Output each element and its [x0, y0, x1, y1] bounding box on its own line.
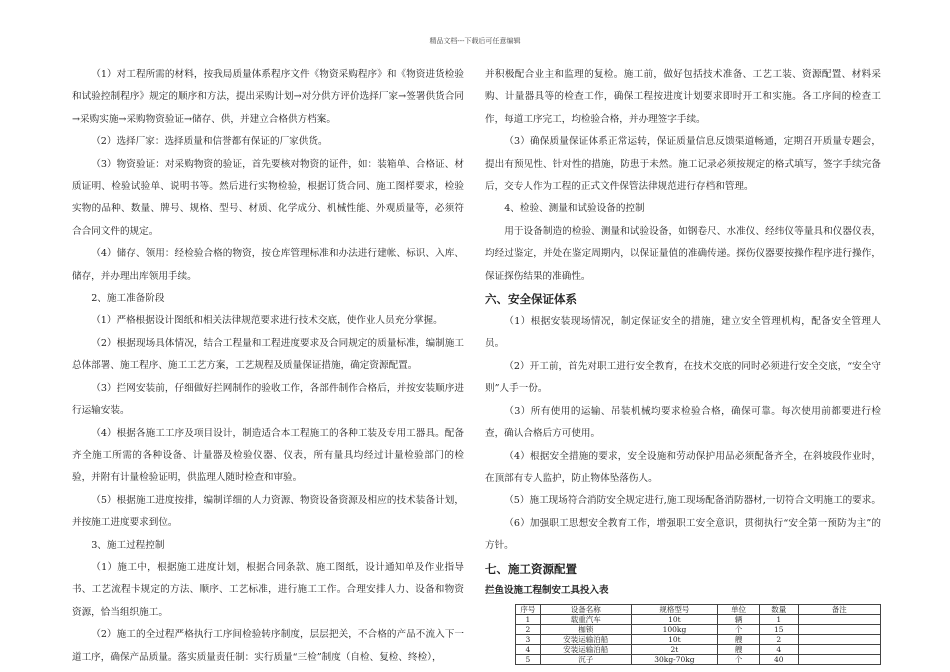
table-header-row [516, 604, 881, 614]
table-cell [798, 634, 880, 644]
table-cell: 100kg [631, 624, 718, 634]
paragraph: （5）施工现场符合消防安全规定进行,施工现场配备消防器材,一切符合文明施工的要求。 [504, 495, 881, 507]
paragraph: （3）确保质量保证体系正常运转，保证质量信息反馈渠道畅通，定期召开质量专题会，提出有预见性、针对性的措施，防患于未然。施工记录必须按规定的格式填写，签字手续完备后，交专人作为工程的正式文件保管法律规范进行存档和管理。 [485, 136, 881, 193]
section-heading: 七、施工资源配置 [485, 561, 577, 576]
table-cell: 1 [516, 614, 541, 624]
paragraph: （2）根据现场具体情况，结合工程量和工程进度要求及合同规定的质量标准，编制施工总体部署、施工程序、施工工艺方案，工艺规程及质量保证措施，确定资源配置。 [72, 337, 464, 372]
tools-table [515, 604, 881, 665]
paragraph: 用于设备制造的检验、测量和试验设备，如钢卷尺、水准仪、经纬仪等量具和仪器仪表，均经过鉴定，并处在鉴定周期内，以保证量值的准确传递。探伤仪器要按操作程序进行操作，保证探伤结果的准确性。 [485, 225, 881, 282]
table-cell: 30kg-70kg [631, 654, 718, 664]
paragraph: 2、施工准备阶段 [91, 293, 165, 305]
paragraph: （2）开工前，首先对职工进行安全教育，在技术交底的同时必须进行安全交底，“安全守则”人手一份。 [485, 360, 881, 395]
table-cell: 1 [759, 614, 798, 624]
paragraph: （4）根据安全措施的要求，安全设施和劳动保护用品必须配备齐全，在斜坡段作业时，在顶部有专人监护，防止物体坠落伤人。 [485, 450, 881, 484]
paragraph: （3）拦网安装前，仔细做好拦网制作的验收工作，各部件制作合格后，并按安装顺序进行运输安装。 [72, 382, 464, 417]
table-row [516, 654, 881, 664]
paragraph: （2）选择厂家：选择质量和信誉都有保证的厂家供货。 [91, 136, 328, 148]
paragraph: 并积极配合业主和监理的复检。施工前，做好包括技术准备、工艺工装、资源配置、材料采购、计量器具等的检查工作，确保工程按进度计划要求即时开工和实施。各工序间的检查工作，每道工序完工，均检验合格，并办理签字手续。 [485, 69, 881, 125]
table-cell: 10t [631, 614, 718, 624]
right-column [485, 64, 881, 665]
table-row [516, 624, 881, 634]
table-cell: 40 [759, 654, 798, 664]
table-cell: 4 [759, 644, 798, 654]
table-cell [798, 654, 880, 664]
paragraph: （1）严格根据设计图纸和相关法律规范要求进行技术交底，使作业人员充分掌握。 [91, 315, 443, 327]
paragraph: （3）物资验证：对采购物资的验证，首先要核对物资的证件，如：装箱单、合格证、材质证明、检验试验单、说明书等。然后进行实物检验，根据订货合同、施工图样要求，检验实物的品种、数量、牌号、规格、型号、材质、化学成分、机械性能、外观质量等，必须符合合同文件的规定。 [72, 158, 464, 237]
paragraph: （3）所有使用的运输、吊装机械均要求检验合格，确保可靠。每次使用前都要进行检查，确认合格后方可使用。 [485, 405, 881, 440]
table-cell: 个 [718, 654, 760, 664]
paragraph: （4）储存、领用：经检验合格的物资，按仓库管理标准和办法进行建帐、标识、入库、储存，并办理出库领用手续。 [72, 248, 464, 282]
table-cell: 15 [759, 624, 798, 634]
left-column [72, 64, 464, 669]
column-header: 设备名称 [540, 604, 631, 614]
table-cell: 个 [718, 624, 760, 634]
paragraph: （5）根据施工进度按排，编制详细的人力资源、物资设备资源及相应的技术装备计划，并按施工进度要求到位。 [72, 494, 464, 529]
page-header: 精品文档---下载后可任意编辑 [429, 37, 521, 45]
table-row [516, 644, 881, 654]
table-cell: 3 [516, 634, 541, 644]
table-cell: 枷锁 [540, 624, 631, 634]
table-cell [798, 624, 880, 634]
table-cell: 10t [631, 634, 718, 644]
table-row [516, 614, 881, 624]
paragraph: （1）施工中，根据施工进度计划，根据合同条款、施工图纸，设计通知单及作业指导书、工艺流程卡规定的方法、顺序、工艺标准，进行施工工作。合理安排人力、设备和物资资源，恰当组织施工。 [72, 561, 464, 618]
table-title: 拦鱼设施工程制安工具投入表 [485, 584, 609, 596]
table-cell: 2 [759, 634, 798, 644]
paragraph: 4、检验、测量和试验设备的控制 [504, 203, 645, 215]
section-heading: 六、安全保证体系 [485, 292, 577, 307]
table-cell: 艘 [718, 644, 760, 654]
table-cell: 5 [516, 654, 541, 664]
table-cell: 2 [516, 624, 541, 634]
table-cell: 安装运输泊船 [540, 634, 631, 644]
table-cell: 载重汽车 [540, 614, 631, 624]
paragraph: 3、施工过程控制 [91, 539, 165, 551]
column-header: 序号 [516, 604, 541, 614]
table-cell: 安装运输泊船 [540, 644, 631, 654]
table-cell [798, 614, 880, 624]
paragraph: （2）施工的全过程严格执行工序间检验转序制度，层层把关，不合格的产品不流入下一道工序，确保产品质量。落实质量责任制：实行质量“三检”制度（自检、复检、终检）， [72, 629, 464, 663]
table-row [516, 634, 881, 644]
column-header: 数量 [759, 604, 798, 614]
table-cell: 艘 [718, 634, 760, 644]
table-cell: 4 [516, 644, 541, 654]
paragraph: （1）根据安装现场情况，制定保证安全的措施，建立安全管理机构，配备安全管理人员。 [485, 316, 881, 350]
column-header: 单位 [718, 604, 760, 614]
paragraph: （6）加强职工思想安全教育工作，增强职工安全意识，贯彻执行“安全第一预防为主”的方针。 [485, 517, 881, 552]
column-header: 备注 [798, 604, 880, 614]
paragraph: （1）对工程所需的材料，按我局质量体系程序文件《物资采购程序》和《物资进货检验和试验控制程序》规定的顺序和方法，提出采购计划→对分供方评价选择厂家→签署供货合同→采购实施→采购物资验证→储存、供，并建立合格供方档案。 [72, 69, 464, 125]
table-cell: 辆 [718, 614, 760, 624]
table-cell: 沉子 [540, 654, 631, 664]
paragraph: （4）根据各施工工序及项目设计，制造适合本工程施工的各种工装及专用工器具。配备齐全施工所需的各种设备、计量器及检验仪器、仪表，所有量具均经过计量检验部门的检验，并附有计量检验证明，供监理人随时检查和审验。 [72, 427, 464, 484]
table-cell: 2t [631, 644, 718, 654]
table-cell [798, 644, 880, 654]
column-header: 规格型号 [631, 604, 718, 614]
